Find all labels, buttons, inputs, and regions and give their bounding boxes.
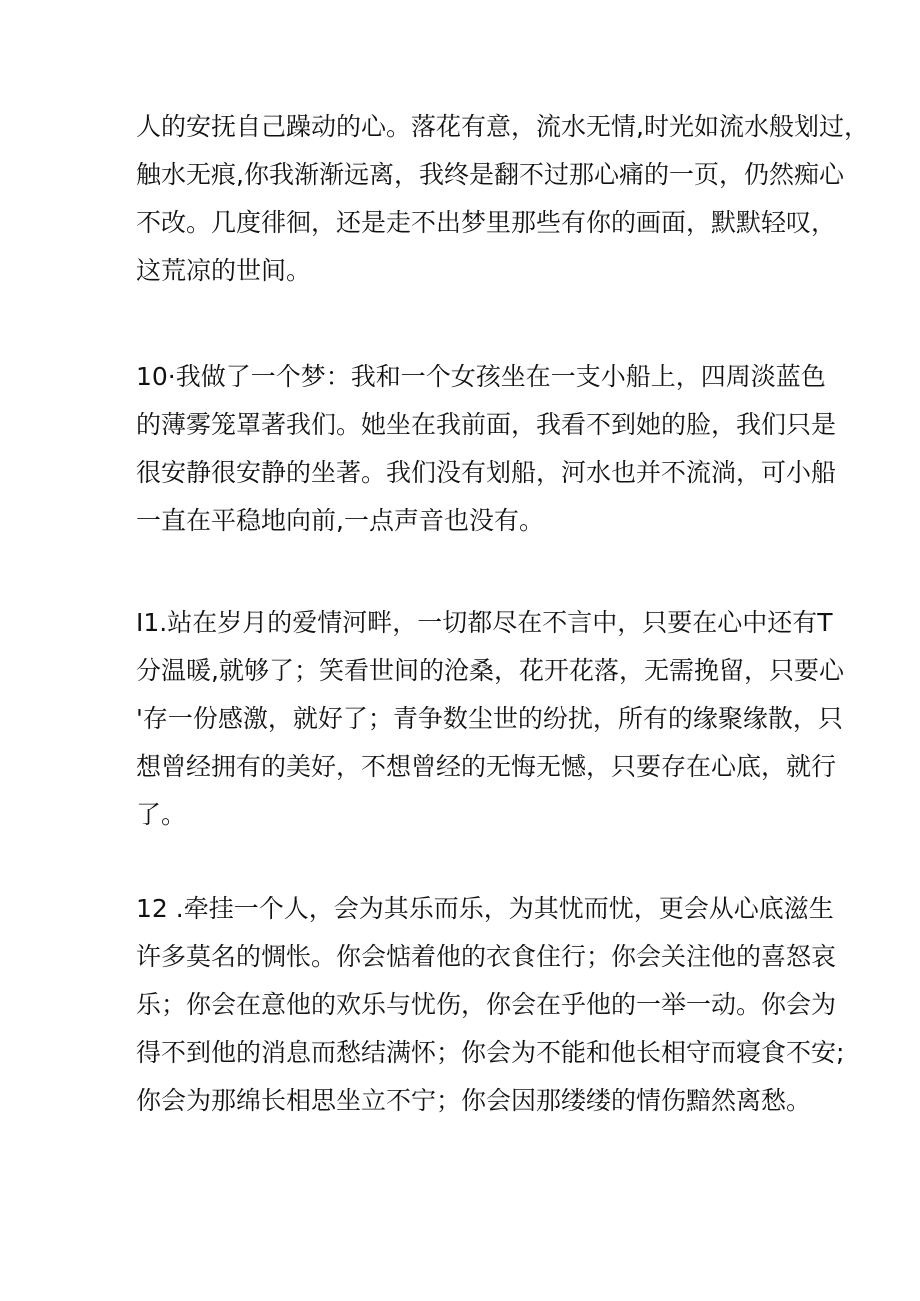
text-line: 这荒凉的世间。 (136, 256, 312, 285)
text-line: 许多莫名的惆怅。你会惦着他的衣食住行；你会关注他的喜怒哀 (136, 942, 837, 971)
text-line: 得不到他的消息而愁结满怀；你会为不能和他长相守而寝食不安; (136, 1038, 845, 1067)
text-line: 你会为那绵长相思坐立不宁；你会因那缕缕的情伤黯然离愁。 (136, 1086, 812, 1115)
paragraph-continuation (136, 103, 869, 295)
paragraph-12 (136, 885, 845, 1125)
text-line: 一直在平稳地向前,一点声音也没有。 (136, 506, 544, 535)
text-line: 的薄雾笼罩著我们。她坐在我前面，我看不到她的脸，我们只是 (136, 410, 837, 439)
text-line: 很安静很安静的坐著。我们没有划船，河水也并不流淌，可小船 (136, 458, 837, 487)
text-line: 乐；你会在意他的欢乐与忧伤，你会在乎他的一举一动。你会为 (136, 990, 837, 1019)
paragraph-10 (136, 353, 837, 545)
text-line: 想曾经拥有的美好，不想曾经的无悔无憾，只要存在心底，就行 (136, 752, 837, 781)
text-line: 触水无痕,你我渐渐远离，我终是翻不过那心痛的一页，仍然痴心 (136, 160, 844, 189)
text-line: 10·我做了一个梦：我和一个女孩坐在一支小船上，四周淡蓝色 (136, 362, 826, 391)
text-line: 人的安抚自己躁动的心。落花有意，流水无情,时光如流水般划过， (136, 112, 869, 141)
text-line: '存一份感激，就好了；青争数尘世的纷扰，所有的缘聚缘散，只 (136, 704, 843, 733)
text-line: I1.站在岁月的爱情河畔，一切都尽在不言中，只要在心中还有T (136, 608, 833, 637)
paragraph-11 (136, 599, 844, 839)
text-line: 不改。几度徘徊，还是走不出梦里那些有你的画面，默默轻叹， (136, 208, 837, 237)
text-line: 分温暖,就够了；笑看世间的沧桑，花开花落，无需挽留，只要心 (136, 656, 844, 685)
text-line: 12 .牵挂一个人，会为其乐而乐，为其忧而忧，更会从心底滋生 (136, 894, 834, 923)
text-line: 了。 (136, 800, 187, 829)
